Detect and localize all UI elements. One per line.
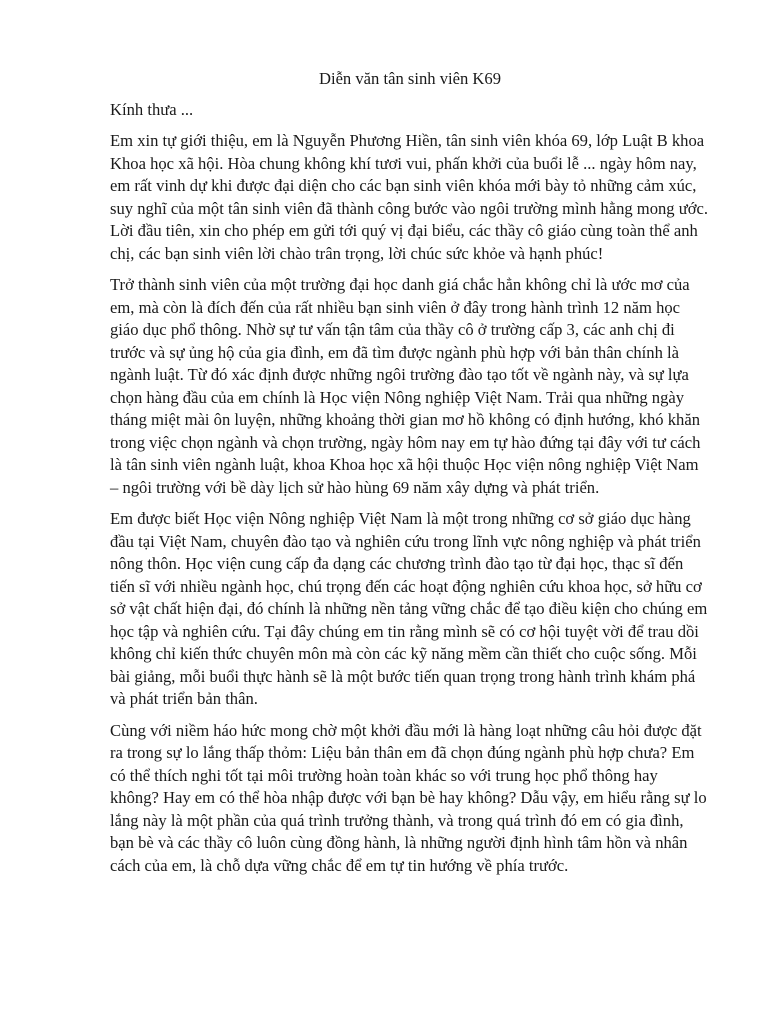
paragraph-2: Trở thành sinh viên của một trường đại học danh giá chắc hẳn không chỉ là ước mơ của em, mà còn là đích đến của rất nhiều bạn sinh viên ở đây trong hành trình 12 năm học giáo dục phổ thông. Nhờ sự tư vấn tận tâm của thầy cô ở trường cấp 3, các anh chị đi trước và sự ủng hộ của gia đình, em đã tìm được ngành phù hợp với bản thân chính là ngành luật. Từ đó xác định được những ngôi trường đào tạo tốt về ngành này, và sự lựa chọn hàng đầu của em chính là Học viện Nông nghiệp Việt Nam. Trải qua những ngày tháng miệt mài ôn luyện, những khoảng thời gian mơ hồ không có định hướng, khó khăn trong việc chọn ngành và chọn trường, ngày hôm nay em tự hào đứng tại đây với tư cách là tân sinh viên ngành luật, khoa Khoa học xã hội thuộc Học viện nông nghiệp Việt Nam – ngôi trường với bề dày lịch sử hào hùng 69 năm xây dựng và phát triển. [110, 275, 701, 497]
paragraph-3: Em được biết Học viện Nông nghiệp Việt Nam là một trong những cơ sở giáo dục hàng đầu tại Việt Nam, chuyên đào tạo và nghiên cứu trong lĩnh vực nông nghiệp và phát triển nông thôn. Học viện cung cấp đa dạng các chương trình đào tạo từ đại học, thạc sĩ đến tiến sĩ với nhiều ngành học, chú trọng đến các hoạt động nghiên cứu khoa học, sở hữu cơ sở vật chất hiện đại, đó chính là những nền tảng vững chắc để tạo điều kiện cho chúng em học tập và nghiên cứu. Tại đây chúng em tin rằng mình sẽ có cơ hội tuyệt vời để trau dồi không chỉ kiến thức chuyên môn mà còn các kỹ năng mềm cần thiết cho cuộc sống. Mỗi bài giảng, mỗi buổi thực hành sẽ là một bước tiến quan trọng trong hành trình khám phá và phát triển bản thân. [110, 509, 708, 708]
paragraph-1: Em xin tự giới thiệu, em là Nguyễn Phương Hiền, tân sinh viên khóa 69, lớp Luật B khoa Khoa học xã hội. Hòa chung không khí tươi vui, phấn khởi của buổi lễ ... ngày hôm nay, em rất vinh dự khi được đại diện cho các bạn sinh viên khóa mới bày tỏ những cảm xúc, suy nghĩ của một tân sinh viên đã thành công bước vào ngôi trường mình hằng mong ước. Lời đầu tiên, xin cho phép em gửi tới quý vị đại biểu, các thầy cô giáo cùng toàn thể anh chị, các bạn sinh viên lời chào trân trọng, lời chúc sức khỏe và hạnh phúc! [110, 131, 709, 263]
paragraph-4: Cùng với niềm háo hức mong chờ một khởi đầu mới là hàng loạt những câu hỏi được đặt ra trong sự lo lắng thấp thỏm: Liệu bản thân em đã chọn đúng ngành phù hợp chưa? Em có thể thích nghi tốt tại môi trường hoàn toàn khác so với trung học phổ thông hay không? Hay em có thể hòa nhập được với bạn bè hay không? Dẫu vậy, em hiểu rằng sự lo lắng này là một phần của quá trình trưởng thành, và trong quá trình đó em có gia đình, bạn bè và các thầy cô luôn cùng đồng hành, là những người định hình tâm hồn và nhân cách của em, là chỗ dựa vững chắc để em tự tin hướng về phía trước. [110, 720, 707, 875]
document-title: Diễn văn tân sinh viên K69 [318, 69, 502, 88]
greeting: Kính thưa ... [110, 99, 194, 119]
